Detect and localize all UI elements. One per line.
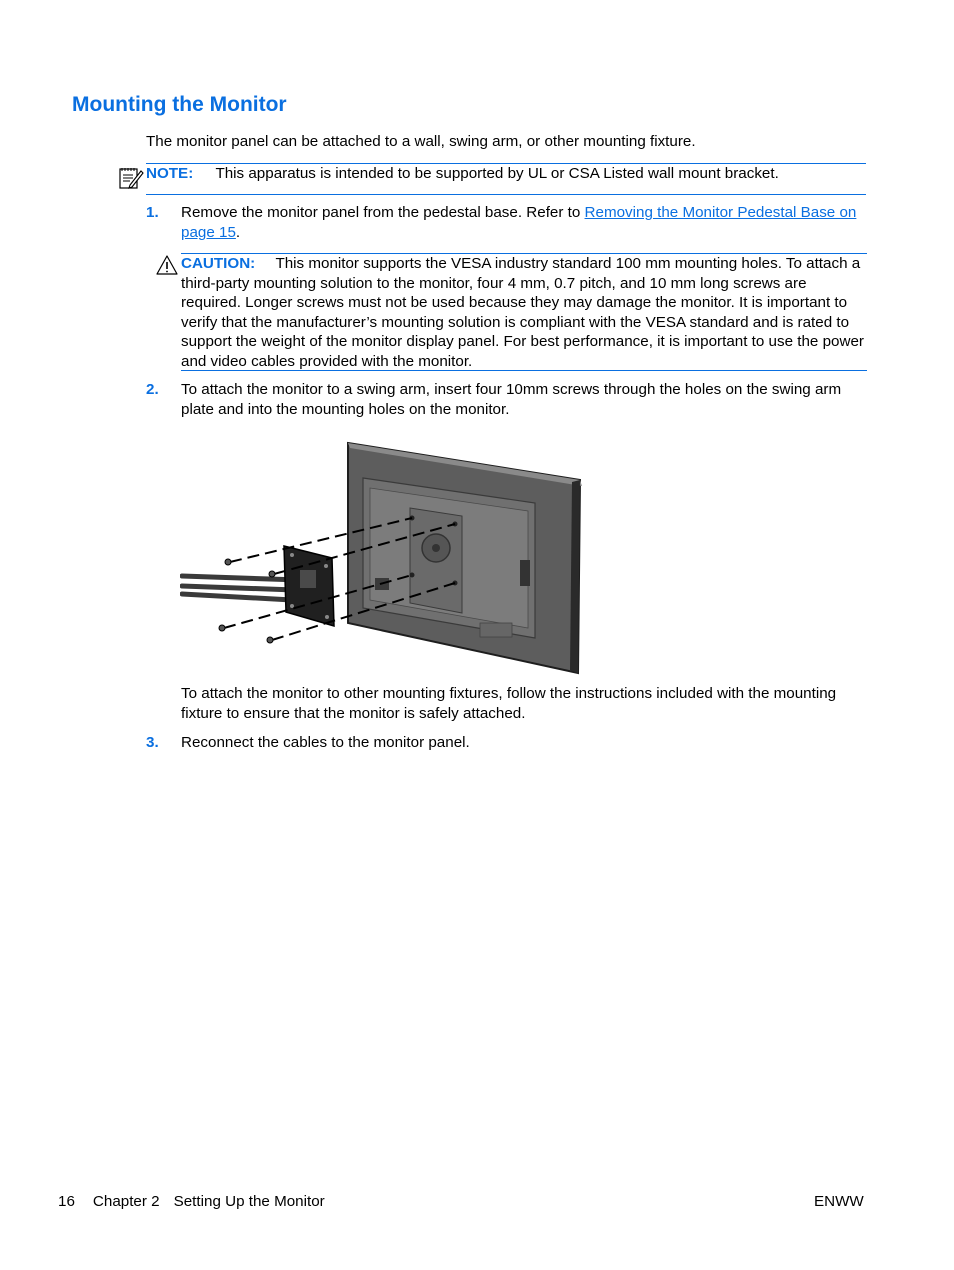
step1-text-after: . [235, 223, 241, 241]
footer-chapter-title: Setting Up the Monitor [173, 1193, 325, 1210]
caution-label: CAUTION: [181, 255, 256, 272]
caution-text: This monitor supports the VESA industry standard 100 mm mounting holes. To attach a third-party mounting solution to the monitor, four 4 mm, 0.7 pitch, and 10 mm long screws are required. Longer screws must not be used because they may damage the monitor. It is important to verify that the manufacturer’s mounting solution is compliant with the VESA standard and is rated to support the weight of the monitor display panel. For best performance, it is important to use the power and video cables provided with the monitor. [181, 255, 864, 370]
page-title: Mounting the Monitor [72, 93, 287, 116]
note-box [146, 163, 866, 195]
step-text-3: Reconnect the cables to the monitor panel. [181, 734, 470, 751]
step-number-1: 1. [146, 204, 159, 221]
step-number-3: 3. [146, 734, 159, 751]
note-icon [118, 164, 144, 190]
intro-paragraph: The monitor panel can be attached to a wall, swing arm, or other mounting fixture. [146, 133, 696, 150]
step1-text-before: Remove the monitor panel from the pedestal base. Refer to [181, 204, 585, 221]
swing-arm-mounting-illustration [180, 438, 590, 678]
removing-pedestal-link[interactable]: Removing the Monitor Pedestal Base on page 15 [181, 204, 857, 241]
note-label: NOTE: [146, 165, 194, 182]
note-text: This apparatus is intended to be supported by UL or CSA Listed wall mount bracket. [215, 165, 779, 182]
page-footer-left [58, 1192, 343, 1212]
followup-paragraph: To attach the monitor to other mounting fixtures, follow the instructions included with the mounting fixture to ensure that the monitor is safely attached. [181, 685, 837, 722]
page-footer-right: ENWW [814, 1193, 864, 1210]
caution-box [181, 253, 867, 371]
step-text-1 [181, 203, 867, 242]
step-number-2: 2. [146, 381, 159, 398]
page-number: 16 [58, 1193, 75, 1210]
footer-chapter: Chapter 2 [92, 1193, 160, 1210]
step-text-2: To attach the monitor to a swing arm, insert four 10mm screws through the holes on the swing arm plate and into the mounting holes on the monitor. [181, 381, 842, 418]
caution-icon [156, 254, 178, 276]
